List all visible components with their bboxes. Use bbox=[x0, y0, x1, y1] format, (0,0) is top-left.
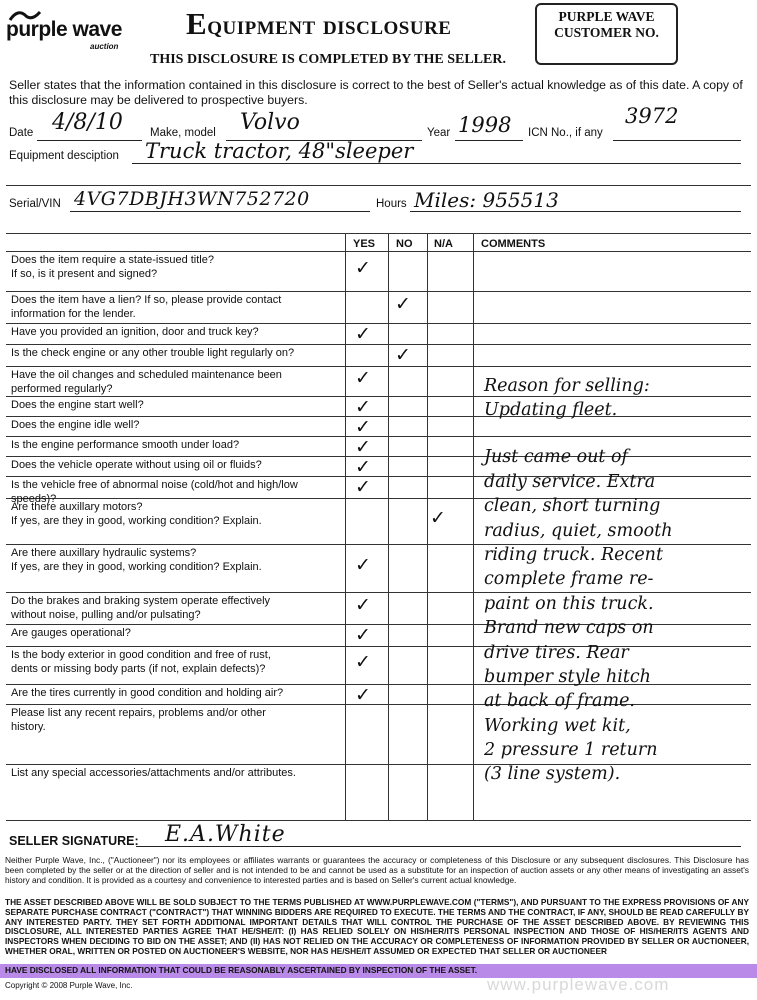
question-text: Please list any recent repairs, problems and/or other history. bbox=[11, 707, 266, 733]
intro-text: Seller states that the information contained in this disclosure is correct to the best of Seller's actual knowledge as of this date. A copy of this disclosure may be delivered to prospective buyers. bbox=[9, 78, 743, 107]
comment-line: at back of frame. bbox=[484, 691, 635, 712]
signature-field[interactable]: E.A.White bbox=[165, 822, 286, 847]
question-text: Are the tires currently in good condition and holding air? bbox=[11, 687, 284, 699]
logo-subtext: auction bbox=[90, 42, 119, 51]
question-text: Does the item require a state-issued title? If so, is it present and signed? bbox=[11, 254, 214, 280]
table-row-divider bbox=[6, 233, 751, 234]
check-mark-yes[interactable]: ✓ bbox=[355, 476, 371, 498]
check-mark-yes[interactable]: ✓ bbox=[355, 456, 371, 478]
comment-line: Working wet kit, bbox=[484, 715, 631, 736]
check-mark-yes[interactable]: ✓ bbox=[355, 257, 371, 279]
page-subtitle: THIS DISCLOSURE IS COMPLETED BY THE SELLER. bbox=[150, 52, 506, 67]
customer-box-line1: PURPLE WAVE bbox=[558, 9, 655, 24]
check-mark-yes[interactable]: ✓ bbox=[355, 416, 371, 438]
table-column-divider bbox=[345, 233, 346, 820]
check-mark-yes[interactable]: ✓ bbox=[355, 554, 371, 576]
comment-line: paint on this truck. bbox=[484, 593, 654, 614]
comment-line: bumper style hitch bbox=[484, 666, 651, 687]
date-field[interactable]: 4/8/10 bbox=[52, 110, 123, 135]
make-label: Make, model bbox=[150, 127, 216, 139]
disclaimer-text: Neither Purple Wave, Inc., ("Auctioneer") nor its employees or affiliates warrants or guarantees the accuracy or completeness of this Disclosure or any subsequent disclosures. This Disclosure has been completed by the seller or at the direction of seller and is not intended to be and cannot be used as a substitute for an inspection of auction assets or any other means of investigating an asset's history and condition. It is provided as a courtesy and convenience to interested parties and is based on Seller's current actual knowledge. bbox=[5, 855, 749, 885]
comment-line: daily service. Extra bbox=[484, 471, 656, 492]
signature-label: SELLER SIGNATURE: bbox=[9, 834, 139, 848]
question-text: Have you provided an ignition, door and truck key? bbox=[11, 326, 259, 338]
icn-field[interactable]: 3972 bbox=[625, 104, 679, 128]
watermark-text: www.purplewave.com bbox=[487, 975, 670, 994]
table-row-divider bbox=[6, 251, 751, 252]
serial-label: Serial/VIN bbox=[9, 198, 61, 210]
copyright-text: Copyright © 2008 Purple Wave, Inc. bbox=[5, 981, 133, 990]
legal-text: THE ASSET DESCRIBED ABOVE WILL BE SOLD SUBJECT TO THE TERMS PUBLISHED AT WWW.PURPLEWAVE.COM ("TERMS"), AND PURSUANT TO THE EXPRESS PROVISIONS OF ANY SEPARATE PURCHASE CONTRACT ("CONTRACT") THAT WINNING BIDDERS ARE REQUIRED TO EXECUTE. THE TERMS AND THE CONTRACT, IF ANY, SHOULD BE READ CAREFULLY BY ANY INTERESTED PARTY. THEY SET FORTH ADDITIONAL IMPORTANT DETAILS THAT WILL CONTROL THE PURCHASE OF THE ASSET DESCRIBED ABOVE. BY REVIEWING THIS DISCLOSURE, ALL INTERESTED PARTIES AGREE THAT HE/SHE/IT: (I) HAS RELIED SOLELY ON HIS/HER/ITS PERSONAL INSPECTION AND THOSE OF HIS/HER/ITS AGENTS AND INSPECTORS WHEN DECIDING TO BID ON THE ASSET; AND (II) HAS NOT RELIED ON THE ACCURACY OR COMPLETENESS OF INFORMATION PROVIDED BY SELLER OR AUCTIONEER, WHETHER ORAL, WRITTEN OR POSTED ON AUCTIONEER'S WEBSITE, NOR HAS HE/SHE/IT ASSUMED OR EXPECTED THAT SELLER OR AUCTIONEER bbox=[5, 897, 749, 956]
question-text: Have the oil changes and scheduled maintenance been performed regularly? bbox=[11, 369, 282, 395]
icn-label: ICN No., if any bbox=[528, 127, 603, 139]
table-row-divider bbox=[6, 344, 751, 345]
logo-text: purple wave bbox=[6, 18, 122, 41]
comment-line: complete frame re- bbox=[484, 569, 654, 590]
question-text: Are there auxillary motors? If yes, are they in good, working condition? Explain. bbox=[11, 501, 262, 527]
hours-label: Hours bbox=[376, 198, 407, 210]
question-text: Do the brakes and braking system operate effectively without noise, pulling and/or pulsating? bbox=[11, 595, 271, 621]
question-text: Is the engine performance smooth under load? bbox=[11, 439, 240, 451]
question-text: Does the engine start well? bbox=[11, 399, 144, 411]
table-row-divider bbox=[6, 291, 751, 292]
description-label: Equipment desciption bbox=[9, 150, 119, 162]
description-field[interactable]: Truck tractor, 48"sleeper bbox=[145, 139, 414, 163]
comment-line: Updating fleet. bbox=[484, 400, 618, 421]
check-mark-yes[interactable]: ✓ bbox=[355, 684, 371, 706]
table-column-divider bbox=[388, 233, 389, 820]
comment-line: 2 pressure 1 return bbox=[484, 740, 658, 761]
col-no-header: NO bbox=[396, 238, 413, 250]
check-mark-yes[interactable]: ✓ bbox=[355, 323, 371, 345]
comment-line: Just came out of bbox=[484, 447, 629, 468]
table-row-divider bbox=[6, 366, 751, 367]
table-row-divider bbox=[6, 820, 751, 821]
check-mark-yes[interactable]: ✓ bbox=[355, 367, 371, 389]
comment-line: Reason for selling: bbox=[484, 376, 650, 396]
make-field[interactable]: Volvo bbox=[240, 110, 300, 135]
col-comments-header: COMMENTS bbox=[481, 238, 546, 250]
check-mark-yes[interactable]: ✓ bbox=[355, 594, 371, 616]
comment-line: radius, quiet, smooth bbox=[484, 520, 673, 541]
table-row-divider bbox=[6, 323, 751, 324]
question-text: Does the item have a lien? If so, please provide contact information for the lender. bbox=[11, 294, 282, 320]
check-mark-yes[interactable]: ✓ bbox=[355, 651, 371, 673]
question-text: Does the engine idle well? bbox=[11, 419, 140, 431]
comment-line: drive tires. Rear bbox=[484, 642, 629, 663]
comment-line: clean, short turning bbox=[484, 496, 661, 517]
check-mark-na[interactable]: ✓ bbox=[430, 507, 446, 529]
col-na-header: N/A bbox=[434, 238, 453, 250]
serial-field[interactable]: 4VG7DBJH3WN752720 bbox=[74, 188, 310, 210]
check-mark-yes[interactable]: ✓ bbox=[355, 436, 371, 458]
check-mark-no[interactable]: ✓ bbox=[395, 344, 411, 366]
question-text: Is the body exterior in good condition and free of rust, dents or missing body parts (if not, explain defects)? bbox=[11, 649, 271, 675]
page-title: Equipment disclosure bbox=[186, 6, 452, 41]
question-text: Is the check engine or any other trouble light regularly on? bbox=[11, 347, 295, 359]
comment-line: riding truck. Recent bbox=[484, 544, 663, 565]
legal-highlight-text: HAVE DISCLOSED ALL INFORMATION THAT COULD BE REASONABLY ASCERTAINED BY INSPECTION OF THE ASSET. bbox=[5, 965, 478, 975]
check-mark-yes[interactable]: ✓ bbox=[355, 396, 371, 418]
question-text: Are gauges operational? bbox=[11, 627, 131, 639]
comment-line: (3 line system). bbox=[484, 764, 621, 785]
table-column-divider bbox=[473, 233, 474, 820]
date-label: Date bbox=[9, 127, 34, 139]
miles-field[interactable]: Miles: 955513 bbox=[414, 188, 559, 212]
question-text: Does the vehicle operate without using oil or fluids? bbox=[11, 459, 262, 471]
question-text: Are there auxillary hydraulic systems? If yes, are they in good, working condition? Explain. bbox=[11, 547, 262, 573]
check-mark-no[interactable]: ✓ bbox=[395, 293, 411, 315]
question-text: Is the vehicle free of abnormal noise (cold/hot and high/low speeds)? bbox=[11, 479, 298, 505]
comments-handwriting bbox=[484, 374, 673, 787]
customer-box-line2: CUSTOMER NO. bbox=[554, 25, 659, 40]
year-label: Year bbox=[427, 127, 451, 139]
year-field[interactable]: 1998 bbox=[458, 113, 512, 137]
check-mark-yes[interactable]: ✓ bbox=[355, 624, 371, 646]
table-column-divider bbox=[427, 233, 428, 820]
col-yes-header: YES bbox=[353, 238, 376, 250]
question-text: List any special accessories/attachments and/or attributes. bbox=[11, 767, 296, 779]
comment-line: Brand new caps on bbox=[484, 618, 654, 639]
